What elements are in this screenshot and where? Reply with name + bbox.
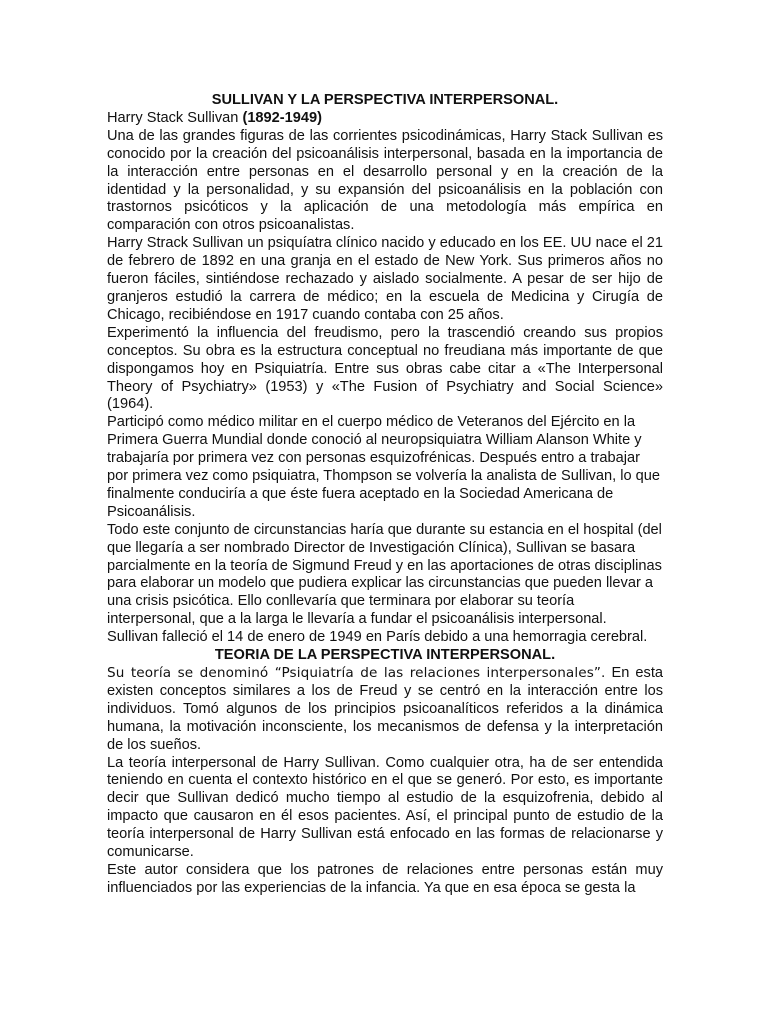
document-page [107, 92, 663, 898]
paragraph-death: Sullivan falleció el 14 de enero de 1949 en París debido a una hemorragia cerebral. [107, 629, 648, 646]
paragraph-intro: Una de las grandes figuras de las corrientes psicodinámicas, Harry Stack Sullivan es conocido por la creación del psicoanálisis interpersonal, basada en la importancia de la interacción entre personas en el desarrollo personal y en la creación de la identidad y la personalidad, y su expansión del psicoanálisis en la población con trastornos psicóticos y la aplicación de una metodología más empírica en comparación con otros psicoanalistas. [107, 127, 663, 234]
paragraph-context: La teoría interpersonal de Harry Sullivan. Como cualquier otra, ha de ser entendida teniendo en cuenta el contexto histórico en el que se generó. Por esto, es importante decir que Sullivan dedicó mucho tiempo al estudio de la esquizofrenia, debido al impacto que causaron en él esos pacientes. Así, el principal punto de estudio de la teoría interpersonal de Harry Sullivan está enfocado en las formas de relacionarse y comunicarse. [107, 754, 663, 861]
author-name: Harry Stack Sullivan [107, 109, 243, 126]
section-title: TEORIA DE LA PERSPECTIVA INTERPERSONAL. [214, 647, 556, 664]
paragraph-military: Participó como médico militar en el cuerpo médico de Veteranos del Ejército en la Primera Guerra Mundial donde conoció al neuropsiquiatra William Alanson White y trabajaría por primera vez con personas esquizofrénicas. Después entro a trabajar por primera vez como psiquiatra, Thompson se volvería la analista de Sullivan, lo que finalmente conduciría a que éste fuera aceptado en la Sociedad Americana de Psicoanálisis. [107, 414, 660, 520]
document-title: SULLIVAN Y LA PERSPECTIVA INTERPERSONAL. [211, 92, 559, 108]
theory-name-sentence: Su teoría se denominó “Psiquiatría de las relaciones interpersonales”. [107, 665, 606, 681]
paragraph-hospital: Todo este conjunto de circunstancias haría que durante su estancia en el hospital (del que llegaría a ser nombrado Director de Investigación Clínica), Sullivan se basara parcialmente en la teoría de Sigmund Freud y en las aportaciones de otras disciplinas para elaborar un modelo que pudiera explicar las circunstancias que pueden llevar a una crisis psicótica. Ello conllevaría que terminara por elaborar su teoría interpersonal, que a la larga le llevaría a fundar el psicoanálisis interpersonal. [107, 521, 662, 628]
author-line [107, 110, 663, 128]
paragraph-biography: Harry Strack Sullivan un psiquíatra clínico nacido y educado en los EE. UU nace el 21 de febrero de 1892 en una granja en el estado de New York. Sus primeros años no fueron fáciles, sintiéndose rechazado y aislado socialmente. A pesar de ser hijo de granjeros estudió la carrera de médico; en la escuela de Medicina y Cirugía de Chicago, recibiéndose en 1917 cuando contaba con 25 años. [107, 235, 663, 323]
theory-description: En esta existen conceptos similares a los de Freud y se centró en la interacción entre los individuos. Tomó algunos de los principios psicoanalíticos referidos a la dinámica humana, la motivación inconsciente, los mecanismos de defensa y la interpretación de los sueños. [107, 665, 664, 753]
paragraph-childhood: Este autor considera que los patrones de relaciones entre personas están muy influenciados por las experiencias de la infancia. Ya que en esa época se gesta la [107, 861, 663, 896]
paragraph-theory [107, 665, 663, 755]
author-years: (1892-1949) [242, 109, 322, 126]
paragraph-influence: Experimentó la influencia del freudismo, pero la trascendió creando sus propios conceptos. Su obra es la estructura conceptual no freudiana más importante de que dispongamos hoy en Psiquiatría. Entre sus obras cabe citar a «The Interpersonal Theory of Psychiatry» (1953) y «The Fusion of Psychiatry and Social Science» (1964). [107, 324, 663, 413]
